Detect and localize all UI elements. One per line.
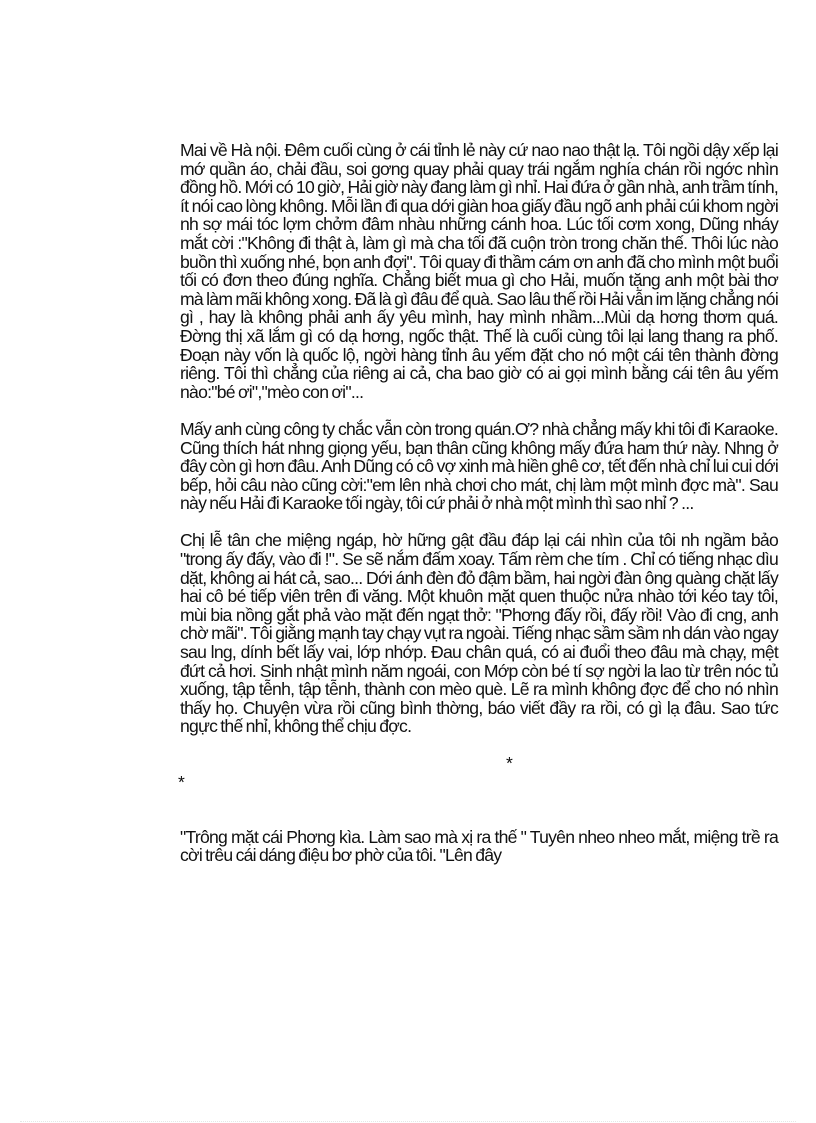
paragraph-1: Mai về Hà nội. Đêm cuối cùng ở cái tỉnh lẻ này cứ nao nao thật lạ. Tôi ngồi dậy xếp lại mớ quần áo, chải đầu, soi gơng quay phải quay trái ngắm nghía chán rồi ngớc nhìn đồng hồ. Mới có 10 giờ, Hải giờ này đang làm gì nhỉ. Hai đứa ở gần nhà, anh trầm tính, ít nói cao lòng không. Mỗi lần đi qua dới giàn hoa giấy đầu ngõ anh phải cúi khom ngời nh sợ mái tóc lợm chởm đâm nhàu những cánh hoa. Lúc tối cơm xong, Dũng nháy mắt cời :"Không đi thật à, làm gì mà cha tối đã cuộn tròn trong chăn thế. Thôi lúc nào buồn thì xuống nhé, bọn anh đợi". Tôi quay đi thầm cám ơn anh đã cho mình một buổi tối có đơn theo đúng nghĩa. Chẳng biết mua gì cho Hải, muốn tặng anh một bài thơ mà làm mãi không xong. Đã là gì đâu để quà. Sao lâu thế rồi Hải vẫn im lặng chẳng nói gì , hay là không phải anh ấy yêu mình, hay mình nhầm...Mùi dạ hơng thơm quá. Đờng thị xã lắm gì có dạ hơng, ngốc thật. Thế là cuối cùng tôi lại lang thang ra phố. Đoạn này vốn là quốc lộ, ngời hàng tỉnh âu yếm đặt cho nó một cái tên thành đờng riêng. Tôi thì chẳng của riêng ai cả, cha bao giờ có ai gọi mình bằng cái tên âu yếm nào:"bé ơi","mèo con ơi"... xyxy=(180,140,778,402)
document-body xyxy=(180,141,778,865)
section-separator-star-left: * xyxy=(178,771,185,792)
paragraph-2: Mấy anh cùng công ty chắc vẫn còn trong quán.Ơ? nhà chẳng mấy khi tôi đi Karaoke. Cũng thích hát nhng giọng yếu, bạn thân cũng không mấy đứa ham thứ này. Nhng ở đây còn gì hơn đâu. Anh Dũng có cô vợ xinh mà hiền ghê cơ, tết đến nhà chỉ lui cui dới bếp, hỏi câu nào cũng cời:"em lên nhà chơi cho mát, chị làm một mình đợc mà". Sau này nếu Hải đi Karaoke tối ngày, tôi cứ phải ở nhà một mình thì sao nhỉ ? ... xyxy=(180,418,778,514)
paragraph-4: "Trông mặt cái Phơng kìa. Làm sao mà xị ra thế " Tuyên nheo nheo mắt, miệng trề ra cời trêu cái dáng điệu bơ phờ của tôi. "Lên đây xyxy=(180,826,778,866)
section-separator-star-center: * xyxy=(505,753,513,773)
blank-line xyxy=(180,810,778,828)
paragraph-3: Chị lễ tân che miệng ngáp, hờ hững gật đầu đáp lại cái nhìn của tôi nh ngầm bảo "trong ấy đấy, vào đi !". Se sẽ nắm đấm xoay. Tấm rèm che tím . Chỉ có tiếng nhạc dìu dặt, không ai hát cả, sao... Dới ánh đèn đỏ đậm bầm, hai ngời đàn ông quàng chặt lấy hai cô bé tiếp viên trên đi văng. Một khuôn mặt quen thuộc nửa nhào tới kéo tay tôi, mùi bia nồng gắt phả vào mặt đến ngạt thở: "Phơng đấy rồi, đấy rồi! Vào đi cng, anh chờ mãi". Tôi giằng mạnh tay chạy vụt ra ngoài. Tiếng nhạc sầm sầm nh dán vào ngay sau lng, dính bết lấy vai, lớp nhớp. Đau chân quá, có ai đuổi theo đâu mà chạy, mệt đứt cả hơi. Sinh nhật mình năm ngoái, con Mớp còn bé tí sợ ngời la lao từ trên nóc tủ xuống, tập tễnh, tập tễnh, thành con mèo què. Lẽ ra mình không đợc để cho nó nhìn thấy họ. Chuyện vừa rồi cũng bình thờng, báo viết đầy ra rồi, có gì lạ đâu. Sao tức ngực thế nhỉ, không thể chịu đợc. xyxy=(180,530,778,737)
page-bottom-edge xyxy=(20,1121,796,1122)
